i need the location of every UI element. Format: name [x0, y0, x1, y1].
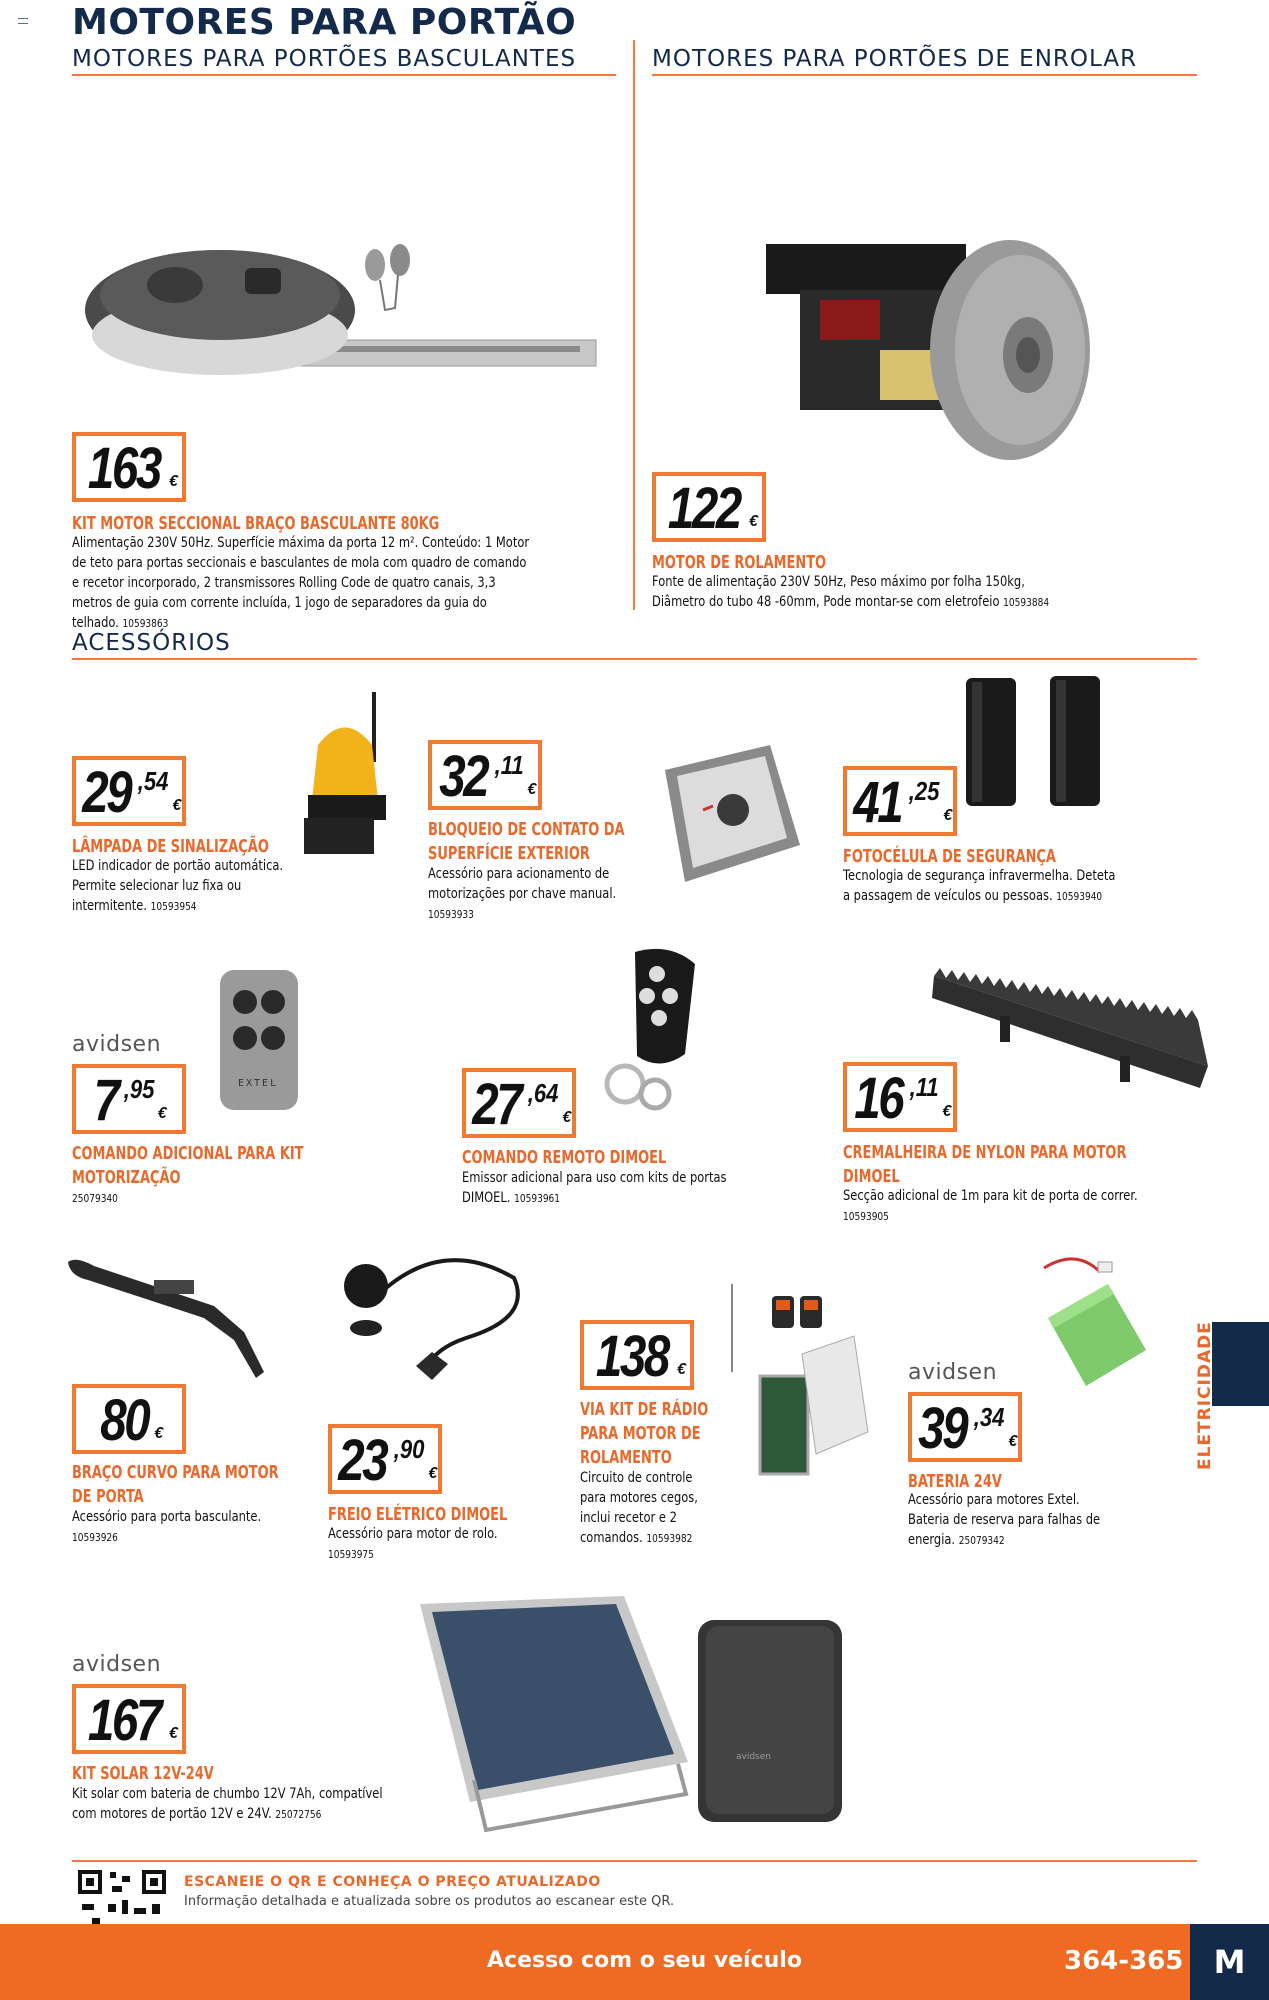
box-brand-label: avidsen [736, 1752, 771, 1762]
section-label: ELETRICIDADE [1195, 1321, 1215, 1470]
nylon-rack-image [930, 966, 1212, 1116]
price-tag: 27 ,64 € [462, 1068, 576, 1138]
product-description: Circuito de controle para motores cegos, inclui recetor e 2 comandos. 10593982 [580, 1470, 698, 1546]
product-title: FOTOCÉLULA DE SEGURANÇA [843, 846, 1056, 867]
price-tag: 80 € [72, 1384, 186, 1454]
solar-panel-image [416, 1594, 696, 1834]
corner-mark [18, 18, 28, 24]
price-tag: 138 € [580, 1320, 694, 1390]
product-title: MOTOR DE ROLAMENTO [652, 552, 827, 573]
roller-motor-image [760, 240, 1090, 480]
product-title: MOTORIZAÇÃO [72, 1167, 181, 1188]
price-tag: 7 ,95 € [72, 1064, 186, 1134]
product-title: VIA KIT DE RÁDIO [580, 1399, 709, 1420]
product-description: Tecnologia de segurança infravermelha. Deteta a passagem de veículos ou pessoas. 10593940 [843, 868, 1116, 904]
product-description: Kit solar com bateria de chumbo 12V 7Ah, compatível com motores de portão 12V e 24V. 25072756 [72, 1786, 383, 1822]
radio-kit-image [720, 1282, 870, 1482]
brand-logo: avidsen [908, 1360, 998, 1385]
remote-label: EXTEL [238, 1078, 279, 1089]
product-description: Acessório para porta basculante. 10593926 [72, 1509, 262, 1544]
product-description: Acessório para acionamento de motorizações por chave manual. 10593933 [428, 866, 617, 921]
product-title: BLOQUEIO DE CONTATO DA [428, 819, 625, 840]
product-description: Alimentação 230V 50Hz. Superfície máxima da porta 12 m². Conteúdo: 1 Motor de teto para portas seccionais e basculantes de mola com quadro de comando e recetor incorporado, 2 transmissores Rolling Code de quatro canais, 3,3 metros de guia com corrente incluída, 1 jogo de separadores da guia do telhado. 10593863 [72, 535, 530, 631]
brand-logo: avidsen [72, 1652, 162, 1677]
product-title: PARA MOTOR DE [580, 1423, 701, 1444]
curved-arm-image [64, 1254, 276, 1384]
signal-lamp-image [300, 690, 410, 860]
section-title-basculantes: MOTORES PARA PORTÕES BASCULANTES [72, 46, 577, 72]
product-description: Acessório para motores Extel. Bateria de reserva para falhas de energia. 25079342 [908, 1492, 1101, 1548]
price-tag: 23 ,90 € [328, 1424, 442, 1494]
price-tag: 32 ,11 € [428, 740, 542, 810]
brand-logo-icon: M [1190, 1924, 1269, 2000]
brand-logo: avidsen [72, 1032, 162, 1057]
product-title: SUPERFÍCIE EXTERIOR [428, 843, 590, 864]
remote-extel-image [218, 968, 300, 1112]
product-title: COMANDO REMOTO DIMOEL [462, 1147, 667, 1168]
price-tag: 29 ,54 € [72, 756, 186, 826]
price-tag: 39 ,34 € [908, 1392, 1022, 1462]
page-numbers: 364-365 [1064, 1946, 1184, 1976]
vertical-divider [633, 40, 635, 610]
section-title-enrolar: MOTORES PARA PORTÕES DE ENROLAR [652, 46, 1138, 72]
key-switch-image [655, 740, 805, 890]
page-title: MOTORES PARA PORTÃO [72, 2, 577, 43]
divider [72, 658, 1197, 660]
product-description: LED indicador de portão automática. Permite selecionar luz fixa ou intermitente. 10593954 [72, 858, 284, 914]
price-tag: 41 ,25 € [843, 766, 957, 836]
product-title: KIT SOLAR 12V-24V [72, 1763, 214, 1784]
price-tag: 16 ,11 € [843, 1062, 957, 1132]
divider [652, 74, 1197, 76]
photocell-image [960, 672, 1110, 812]
product-title: LÂMPADA DE SINALIZAÇÃO [72, 836, 269, 857]
product-title: BRAÇO CURVO PARA MOTOR [72, 1462, 279, 1483]
price-tag: 122 € [652, 472, 766, 542]
product-title: DE PORTA [72, 1486, 144, 1507]
garage-motor-image [80, 230, 600, 410]
control-box-image [694, 1616, 846, 1826]
qr-title: ESCANEIE O QR E CONHEÇA O PREÇO ATUALIZADO [184, 1874, 601, 1890]
product-title: KIT MOTOR SECCIONAL BRAÇO BASCULANTE 80KG [72, 513, 440, 534]
electric-brake-image [336, 1248, 526, 1398]
section-title-accessories: ACESSÓRIOS [72, 630, 231, 656]
product-description: 25079340 [72, 1192, 118, 1205]
product-title: CREMALHEIRA DE NYLON PARA MOTOR [843, 1142, 1127, 1163]
divider [72, 1860, 1197, 1862]
product-description: Acessório para motor de rolo. 10593975 [328, 1526, 498, 1561]
product-description: Secção adicional de 1m para kit de porta de correr. 10593905 [843, 1188, 1138, 1223]
product-title: ROLAMENTO [580, 1447, 672, 1468]
battery-image [1036, 1254, 1148, 1394]
remote-dimoel-image [595, 944, 715, 1124]
product-description: Emissor adicional para uso com kits de portas DIMOEL. 10593961 [462, 1170, 727, 1206]
divider [72, 74, 616, 76]
product-title: DIMOEL [843, 1166, 900, 1187]
product-description: Fonte de alimentação 230V 50Hz, Peso máximo por folha 150kg, Diâmetro do tubo 48 -60mm, Pode montar-se com eletrofeio 10593884 [652, 574, 1050, 610]
price-tag: 167 € [72, 1684, 186, 1754]
product-title: BATERIA 24V [908, 1471, 1002, 1492]
product-title: COMANDO ADICIONAL PARA KIT [72, 1143, 304, 1164]
product-title: FREIO ELÉTRICO DIMOEL [328, 1504, 508, 1525]
footer-text: Acesso com o seu veículo [487, 1948, 802, 1973]
qr-description: Informação detalhada e atualizada sobre os produtos ao escanear este QR. [184, 1894, 675, 1909]
price-tag: 163 € [72, 432, 186, 502]
